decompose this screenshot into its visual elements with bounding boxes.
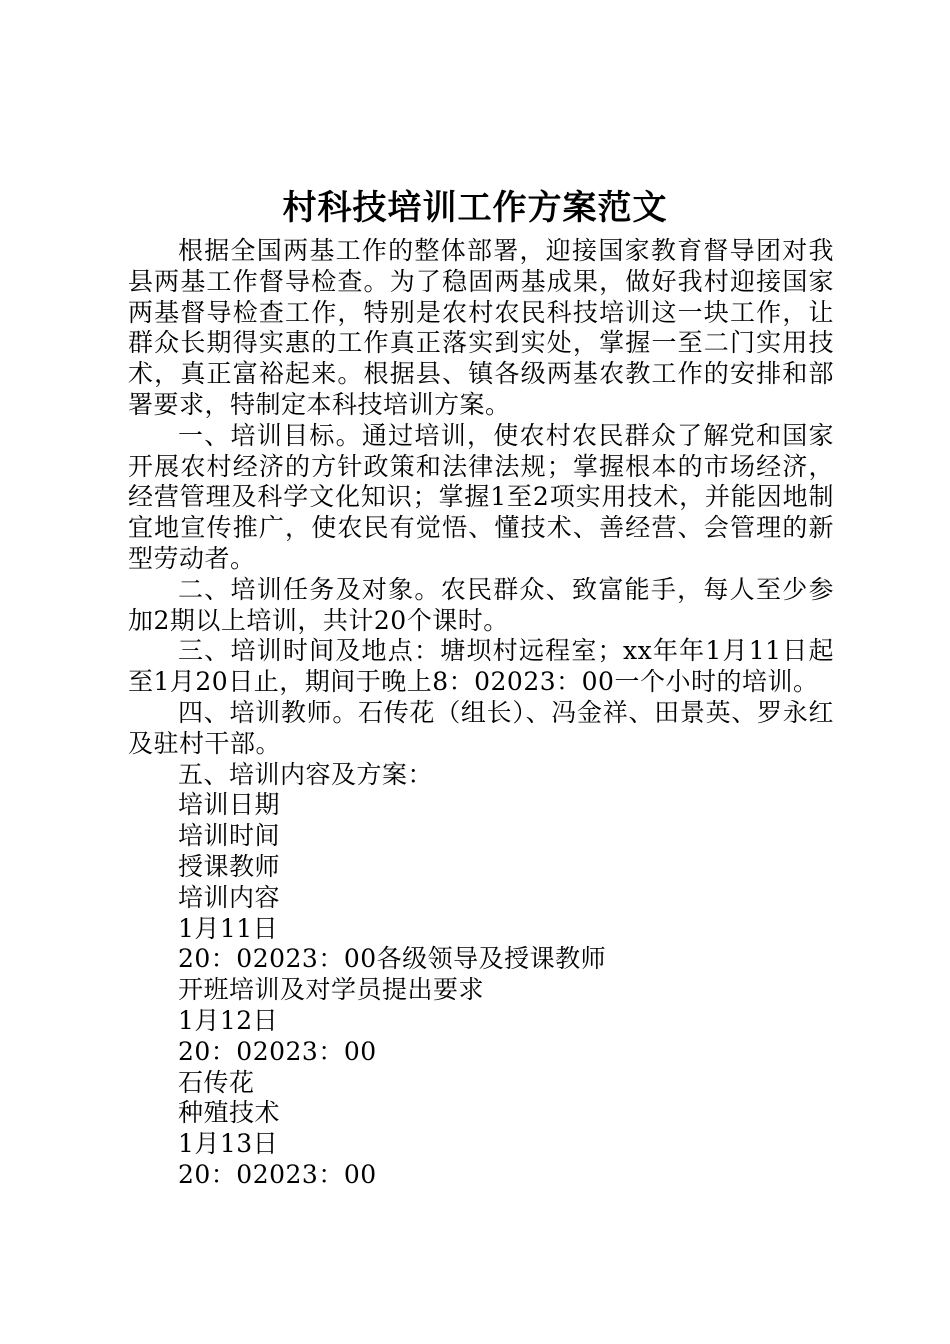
schedule-line: 20：02023：00 <box>178 1036 377 1066</box>
schedule-line: 1月12日 <box>178 1005 279 1035</box>
table-header-teacher: 授课教师 <box>178 851 281 881</box>
section-training-tasks: 二、培训任务及对象。农民群众、致富能手，每人至少参加2期以上培训，共计20个课时。 <box>128 574 834 635</box>
table-header-content: 培训内容 <box>178 882 281 912</box>
schedule-line: 1月11日 <box>178 913 279 943</box>
schedule-line: 开班培训及对学员提出要求 <box>178 975 485 1005</box>
intro-paragraph: 根据全国两基工作的整体部署，迎接国家教育督导团对我县两基工作督导检查。为了稳固两基成果，做好我村迎接国家两基督导检查工作，特别是农村农民科技培训这一块工作，让群众长期得实惠的工作真正落实到实处，掌握一至二门实用技术，真正富裕起来。根据县、镇各级两基农教工作的安排和部署要求，特制定本科技培训方案。 <box>128 236 834 419</box>
section-training-goal: 一、培训目标。通过培训，使农村农民群众了解党和国家开展农村经济的方针政策和法律法规；掌握根本的市场经济，经营管理及科学文化知识；掌握1至2项实用技术，并能因地制宜地宣传推广，使农民有觉悟、懂技术、善经营、会管理的新型劳动者。 <box>128 420 834 573</box>
section-training-content-heading: 五、培训内容及方案： <box>178 759 434 789</box>
schedule-line: 20：02023：00各级领导及授课教师 <box>178 944 607 974</box>
schedule-line: 1月13日 <box>178 1129 279 1159</box>
table-header-date: 培训日期 <box>178 790 281 820</box>
section-training-time-place: 三、培训时间及地点：塘坝村远程室；xx年年1月11日起至1月20日止，期间于晚上8：02023：00一个小时的培训。 <box>128 636 834 697</box>
document-body <box>128 236 834 1191</box>
schedule-line: 20：02023：00 <box>178 1159 377 1189</box>
schedule-line: 种殖技术 <box>178 1098 281 1128</box>
table-header-time: 培训时间 <box>178 821 281 851</box>
section-training-teachers: 四、培训教师。石传花（组长）、冯金祥、田景英、罗永红及驻村干部。 <box>128 697 834 758</box>
schedule-line: 石传花 <box>178 1067 255 1097</box>
document-title: 村科技培训工作方案范文 <box>282 188 668 228</box>
